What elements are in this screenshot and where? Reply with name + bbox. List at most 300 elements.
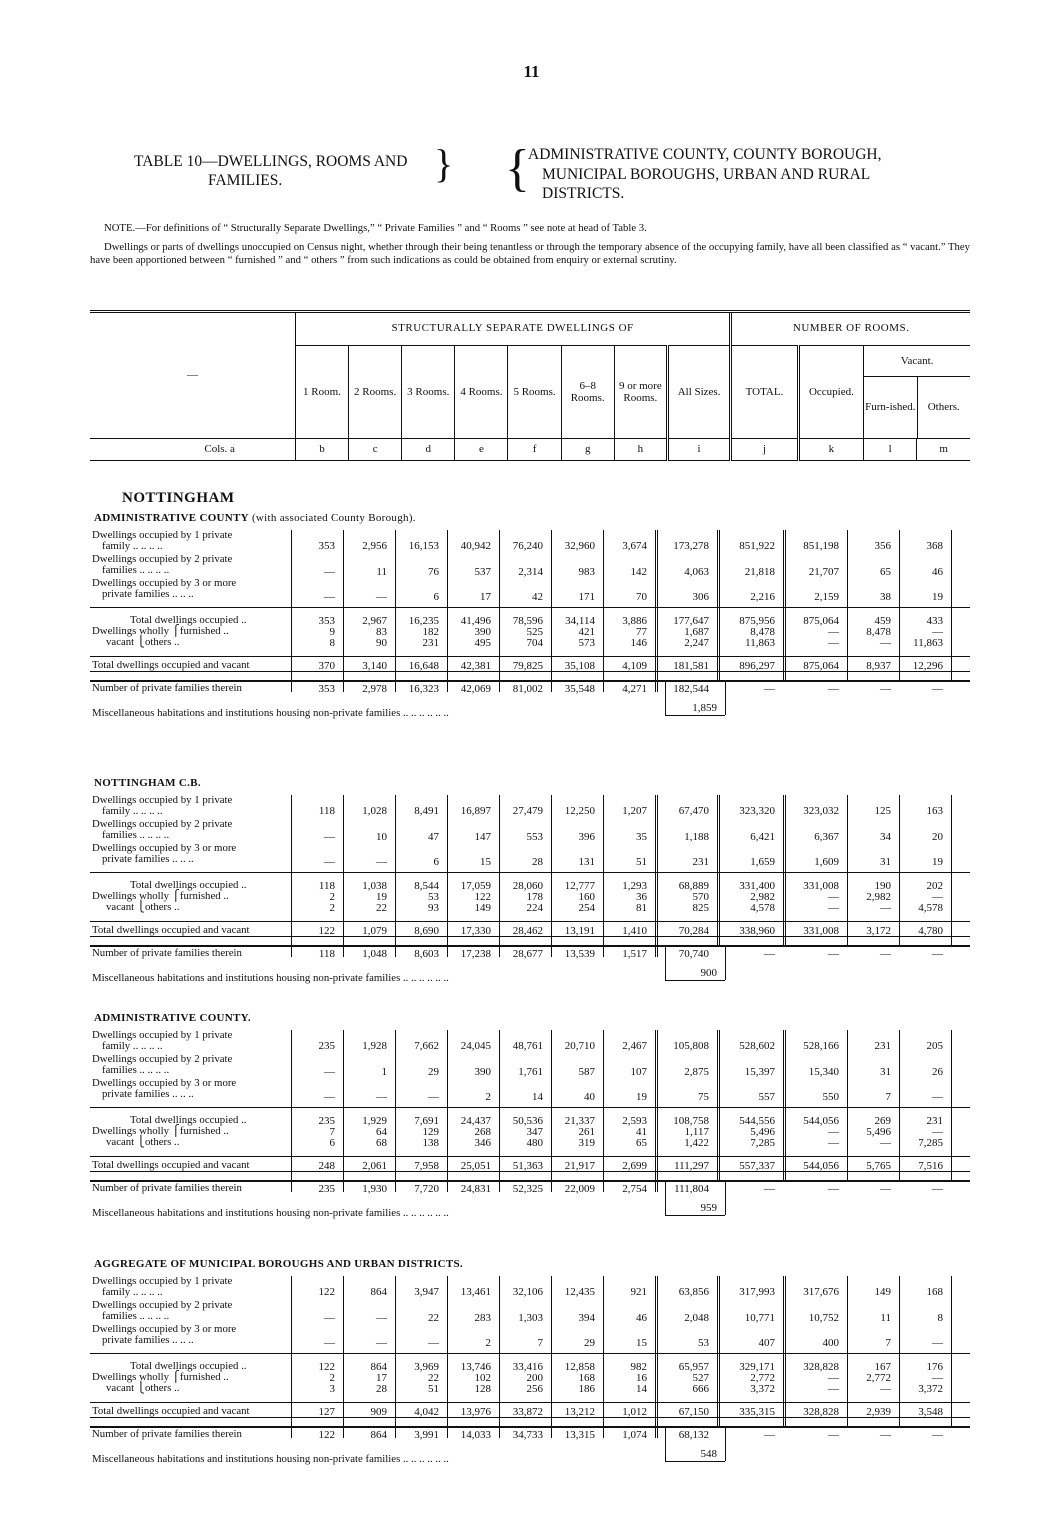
row-label-private-families-line: Number of private families therein <box>92 1182 242 1194</box>
row-total-occupied-vacant-cell: 3,140 <box>362 660 387 672</box>
row-vacant-others-cell: 6 <box>329 1137 335 1149</box>
misc-value: 1,859 <box>692 702 717 714</box>
row-three-families-cell: 2,159 <box>814 591 839 603</box>
row-one-family-cell: 32,106 <box>512 1286 543 1298</box>
row-private-families-cell: 14,033 <box>460 1429 491 1441</box>
row-two-families-cell: 65 <box>880 566 891 578</box>
row-total-occupied-vacant-cell: 875,064 <box>803 660 839 672</box>
stub-header: — <box>186 368 198 381</box>
row-label-private-families <box>92 1183 290 1194</box>
row-one-family-cell: 231 <box>874 1040 891 1052</box>
row-label-one-family-line: family .. .. .. .. <box>102 1286 163 1298</box>
row-vacant-furnished-cell: 41 <box>636 1126 647 1138</box>
row-one-family-cell: 3,674 <box>622 540 647 552</box>
row-two-families-cell: 537 <box>474 566 491 578</box>
note-vacant: Dwellings or parts of dwellings unoccupied on Census night, whether through their being tenantless or through the temporary absence of the occupying family, have all been classified as “ vacant.” They have been apportioned between “ furnished ” and “ others ” from such indications as could be obtained from enquiry or external scrutiny. <box>90 240 970 266</box>
row-vacant-others-cell: 128 <box>474 1383 491 1395</box>
row-rule <box>90 607 970 608</box>
row-total-occupied-cell: 12,858 <box>564 1361 595 1373</box>
row-private-families-cell: 24,831 <box>460 1183 491 1195</box>
col-header-9-more-rooms: 9 or more Rooms. <box>614 345 667 438</box>
row-vacant-furnished-cell: 19 <box>376 891 387 903</box>
row-label-totals <box>92 880 290 913</box>
row-two-families-cell: 26 <box>932 1066 943 1078</box>
row-three-families-cell: — <box>324 591 335 603</box>
row-two-families-cell: — <box>324 831 335 843</box>
row-vacant-others-cell: 825 <box>692 902 709 914</box>
row-private-families-cell: — <box>764 1183 775 1195</box>
row-label-totals-line: Total dwellings occupied .. <box>130 879 247 891</box>
row-vacant-furnished-cell: 64 <box>376 1126 387 1138</box>
row-vacant-furnished-cell: 2 <box>329 891 335 903</box>
row-two-families-cell: 11 <box>376 566 387 578</box>
row-vacant-others-cell: 3,372 <box>750 1383 775 1395</box>
row-vacant-others-cell: 1,422 <box>684 1137 709 1149</box>
row-one-family-cell: 205 <box>926 1040 943 1052</box>
section-block <box>90 512 970 726</box>
table-scope-line-2: MUNICIPAL BOROUGHS, URBAN AND RURAL <box>542 165 871 183</box>
row-three-families-cell: — <box>376 591 387 603</box>
row-one-family-cell: 528,166 <box>803 1040 839 1052</box>
row-vacant-furnished-cell: 83 <box>376 626 387 638</box>
row-vacant-others-cell: 666 <box>692 1383 709 1395</box>
row-vacant-others-cell: 68 <box>376 1137 387 1149</box>
row-vacant-furnished-cell: 2 <box>329 1372 335 1384</box>
row-total-occupied-cell: 875,956 <box>739 615 775 627</box>
misc-label: Miscellaneous habitations and institutions housing non-private families .. .. .. .. .. .. <box>92 707 449 719</box>
row-label-totals-line: Total dwellings occupied .. <box>130 614 247 626</box>
col-letter-l: l <box>864 438 917 460</box>
table-scope-line-3: DISTRICTS. <box>542 185 625 202</box>
table-title-line-1: TABLE 10—DWELLINGS, ROOMS AND <box>134 153 408 170</box>
row-total-occupied-cell: 24,437 <box>460 1115 491 1127</box>
row-two-families-cell: 2,875 <box>684 1066 709 1078</box>
row-private-families-cell: — <box>880 1429 891 1441</box>
row-total-occupied-cell: 41,496 <box>460 615 491 627</box>
note-definitions: NOTE.—For definitions of “ Structurally Separate Dwellings,” “ Private Families ” and “ Rooms ” see note at head of Table 3. <box>104 222 647 234</box>
row-total-occupied-cell: 433 <box>926 615 943 627</box>
row-two-families-cell: 283 <box>474 1312 491 1324</box>
row-vacant-furnished-cell: 390 <box>474 626 491 638</box>
group-header-rooms: NUMBER OF ROOMS. <box>731 312 970 345</box>
row-three-families-cell: 15 <box>480 856 491 868</box>
row-three-families-cell: — <box>324 1091 335 1103</box>
group-header-dwellings: STRUCTURALLY SEPARATE DWELLINGS OF <box>295 312 730 345</box>
row-label-two-families-line: families .. .. .. .. <box>102 564 170 576</box>
row-two-families-cell: 553 <box>526 831 543 843</box>
col-header-furnished: Furn-ished. <box>865 401 916 413</box>
row-vacant-furnished-cell: 8,478 <box>866 626 891 638</box>
row-total-occupied-cell: 167 <box>874 1361 891 1373</box>
row-private-families-cell: — <box>932 948 943 960</box>
row-vacant-furnished-cell: 5,496 <box>866 1126 891 1138</box>
col-letter-h: h <box>614 438 667 460</box>
row-total-occupied-cell: 202 <box>926 880 943 892</box>
row-total-occupied-vacant-cell: 13,976 <box>460 1406 491 1418</box>
row-label-three-families-line: Dwellings occupied by 3 or more <box>92 577 237 589</box>
row-three-families-cell: 1,659 <box>750 856 775 868</box>
row-total-occupied-cell: 3,969 <box>414 1361 439 1373</box>
column-rule <box>717 1276 720 1426</box>
row-one-family-cell: 851,922 <box>739 540 775 552</box>
row-total-occupied-cell: 982 <box>630 1361 647 1373</box>
row-total-occupied-cell: 328,828 <box>803 1361 839 1373</box>
row-total-occupied-vacant-cell: 7,516 <box>918 1160 943 1172</box>
row-vacant-furnished-cell: 525 <box>526 626 543 638</box>
row-total-occupied-vacant-cell: 4,109 <box>622 660 647 672</box>
row-one-family-cell: 24,045 <box>460 1040 491 1052</box>
row-vacant-furnished-cell: 261 <box>578 1126 595 1138</box>
row-label-two-families <box>92 1300 290 1322</box>
row-three-families-cell: 6 <box>433 591 439 603</box>
row-vacant-furnished-cell: 347 <box>526 1126 543 1138</box>
row-one-family-cell: 235 <box>318 1040 335 1052</box>
row-private-families-cell: — <box>932 1183 943 1195</box>
row-rule <box>90 1353 970 1354</box>
row-vacant-others-cell: 7,285 <box>918 1137 943 1149</box>
row-two-families-cell: 21,707 <box>808 566 839 578</box>
row-three-families-cell: 15 <box>636 1337 647 1349</box>
row-three-families-cell: 28 <box>532 856 543 868</box>
row-vacant-others-cell: — <box>880 1383 891 1395</box>
row-private-families-cell: — <box>828 1183 839 1195</box>
row-total-occupied-cell: 1,929 <box>362 1115 387 1127</box>
row-label-three-families-line: Dwellings occupied by 3 or more <box>92 842 237 854</box>
row-label-two-families-line: Dwellings occupied by 2 private <box>92 818 233 830</box>
row-one-family-cell: 353 <box>318 540 335 552</box>
row-private-families-cell: — <box>932 683 943 695</box>
row-one-family-cell: 40,942 <box>460 540 491 552</box>
row-label-three-families-line: private families .. .. .. <box>102 588 194 600</box>
row-label-one-family-line: Dwellings occupied by 1 private <box>92 1029 233 1041</box>
row-total-occupied-cell: 231 <box>926 1115 943 1127</box>
row-two-families-cell: 10,752 <box>808 1312 839 1324</box>
col-header-2-rooms: 2 Rooms. <box>349 345 402 438</box>
row-label-totals-line: vacant ⎩others .. <box>106 901 180 913</box>
row-total-occupied-vacant-cell: 5,765 <box>866 1160 891 1172</box>
row-vacant-furnished-cell: 9 <box>329 626 335 638</box>
row-total-occupied-vacant-cell: 3,548 <box>918 1406 943 1418</box>
row-label-private-families <box>92 683 290 694</box>
row-three-families-cell: 557 <box>758 1091 775 1103</box>
row-private-families-cell: — <box>764 683 775 695</box>
row-three-families-cell: 53 <box>698 1337 709 1349</box>
row-vacant-others-cell: 256 <box>526 1383 543 1395</box>
row-total-occupied-cell: 459 <box>874 615 891 627</box>
row-one-family-cell: 12,250 <box>564 805 595 817</box>
row-vacant-furnished-cell: — <box>932 891 943 903</box>
row-rule <box>90 656 970 657</box>
row-label-totals-line: vacant ⎩others .. <box>106 636 180 648</box>
table-scope <box>528 145 948 204</box>
row-label-two-families-line: Dwellings occupied by 2 private <box>92 553 233 565</box>
row-vacant-others-cell: 51 <box>428 1383 439 1395</box>
row-label-one-family-line: Dwellings occupied by 1 private <box>92 794 233 806</box>
column-rule <box>847 530 848 680</box>
row-private-families-cell: 122 <box>318 1429 335 1441</box>
row-three-families-cell: 2 <box>485 1337 491 1349</box>
row-label-three-families-line: private families .. .. .. <box>102 1088 194 1100</box>
row-three-families-cell: 40 <box>584 1091 595 1103</box>
row-vacant-furnished-cell: 8,478 <box>750 626 775 638</box>
row-one-family-cell: 63,856 <box>678 1286 709 1298</box>
row-vacant-others-cell: 22 <box>376 902 387 914</box>
row-vacant-others-cell: 4,578 <box>750 902 775 914</box>
row-vacant-furnished-cell: 182 <box>422 626 439 638</box>
row-two-families-cell: 46 <box>932 566 943 578</box>
row-total-occupied-vacant-cell: 896,297 <box>739 660 775 672</box>
row-two-families-cell: 587 <box>578 1066 595 1078</box>
row-total-occupied-cell: 864 <box>370 1361 387 1373</box>
row-label-three-families <box>92 578 290 600</box>
row-private-families-cell: — <box>932 1429 943 1441</box>
row-three-families-cell: — <box>932 1337 943 1349</box>
row-total-occupied-cell: 12,777 <box>564 880 595 892</box>
row-vacant-others-cell: 11,863 <box>745 637 775 649</box>
row-private-families-cell: 3,991 <box>414 1429 439 1441</box>
row-label-total-occupied-vacant-line: Total dwellings occupied and vacant <box>92 1159 250 1171</box>
row-total-occupied-vacant-cell: 544,056 <box>803 1160 839 1172</box>
row-three-families-cell: 42 <box>532 591 543 603</box>
row-two-families-cell: 15,340 <box>808 1066 839 1078</box>
row-two-families-cell: 6,367 <box>814 831 839 843</box>
row-three-families-cell: 70 <box>636 591 647 603</box>
col-letter-k: k <box>798 438 863 460</box>
row-label-private-families <box>92 948 290 959</box>
row-total-occupied-cell: 544,556 <box>739 1115 775 1127</box>
row-total-occupied-cell: 331,400 <box>739 880 775 892</box>
row-label-total-occupied-vacant-line: Total dwellings occupied and vacant <box>92 1405 250 1417</box>
row-three-families-cell: 31 <box>880 856 891 868</box>
col-header-5-rooms: 5 Rooms. <box>508 345 561 438</box>
row-one-family-cell: 105,808 <box>673 1040 709 1052</box>
row-private-families-cell: — <box>764 1429 775 1441</box>
row-vacant-others-cell: 2 <box>329 902 335 914</box>
row-vacant-furnished-cell: 421 <box>578 626 595 638</box>
row-three-families-cell: — <box>324 1337 335 1349</box>
row-private-families-cell: 1,048 <box>362 948 387 960</box>
row-vacant-others-cell: 138 <box>422 1137 439 1149</box>
row-vacant-furnished-cell: 2,982 <box>750 891 775 903</box>
row-vacant-furnished-cell: 527 <box>692 1372 709 1384</box>
row-label-three-families <box>92 1324 290 1346</box>
row-total-occupied-cell: 190 <box>874 880 891 892</box>
row-label-one-family-line: Dwellings occupied by 1 private <box>92 1275 233 1287</box>
row-two-families-cell: 20 <box>932 831 943 843</box>
col-letter-e: e <box>455 438 508 460</box>
row-two-families-cell: 76 <box>428 566 439 578</box>
misc-box-bottom <box>665 1215 725 1216</box>
row-vacant-furnished-cell: 122 <box>474 891 491 903</box>
row-two-families-cell: — <box>324 566 335 578</box>
row-total-occupied-vacant-cell: 181,581 <box>673 660 709 672</box>
row-private-families-cell: 81,002 <box>512 683 543 695</box>
row-vacant-furnished-cell: 36 <box>636 891 647 903</box>
column-rule <box>847 1276 848 1426</box>
row-one-family-cell: 317,676 <box>803 1286 839 1298</box>
row-one-family-cell: 149 <box>874 1286 891 1298</box>
row-two-families-cell: — <box>376 1312 387 1324</box>
row-vacant-furnished-cell: 570 <box>692 891 709 903</box>
column-header <box>90 312 970 461</box>
column-rule <box>717 530 720 680</box>
row-vacant-others-cell: 495 <box>474 637 491 649</box>
row-vacant-others-cell: 93 <box>428 902 439 914</box>
row-label-totals-line: Total dwellings occupied .. <box>130 1114 247 1126</box>
row-three-families-cell: 38 <box>880 591 891 603</box>
table-top-rule <box>90 310 970 311</box>
row-label-one-family <box>92 1276 290 1298</box>
row-one-family-cell: 1,207 <box>622 805 647 817</box>
row-three-families-cell: 19 <box>932 591 943 603</box>
row-label-total-occupied-vacant-line: Total dwellings occupied and vacant <box>92 659 250 671</box>
col-letter-a: Cols. a <box>204 443 235 455</box>
row-total-occupied-cell: 331,008 <box>803 880 839 892</box>
row-private-families-cell: 4,271 <box>622 683 647 695</box>
row-total-occupied-cell: 17,059 <box>460 880 491 892</box>
row-one-family-cell: 16,153 <box>408 540 439 552</box>
row-two-families-cell: 31 <box>880 1066 891 1078</box>
row-two-families-cell: 1 <box>381 1066 387 1078</box>
row-vacant-others-cell: 90 <box>376 637 387 649</box>
col-letter-g: g <box>561 438 614 460</box>
row-vacant-furnished-cell: — <box>828 1372 839 1384</box>
row-private-families-cell: 22,009 <box>564 1183 595 1195</box>
row-one-family-cell: 163 <box>926 805 943 817</box>
row-total-occupied-vacant-cell: 13,191 <box>564 925 595 937</box>
section-subtitle: (with associated County Borough). <box>248 512 416 524</box>
row-vacant-others-cell: 8 <box>329 637 335 649</box>
row-label-one-family-line: family .. .. .. .. <box>102 540 163 552</box>
row-one-family-cell: 12,435 <box>564 1286 595 1298</box>
row-three-families-cell: 19 <box>932 856 943 868</box>
section-title: NOTTINGHAM C.B. <box>94 777 201 789</box>
row-two-families-cell: 21,818 <box>744 566 775 578</box>
row-two-families-cell: 29 <box>428 1066 439 1078</box>
row-vacant-others-cell: 573 <box>578 637 595 649</box>
row-vacant-others-cell: 231 <box>422 637 439 649</box>
row-vacant-furnished-cell: 17 <box>376 1372 387 1384</box>
row-vacant-furnished-cell: 200 <box>526 1372 543 1384</box>
column-rule <box>951 1276 952 1426</box>
row-one-family-cell: 16,897 <box>460 805 491 817</box>
row-rule <box>90 1107 970 1108</box>
row-one-family-cell: 368 <box>926 540 943 552</box>
row-private-families-cell: 864 <box>370 1429 387 1441</box>
row-two-families-cell: 107 <box>630 1066 647 1078</box>
row-private-families-cell: 182,544 <box>673 683 709 695</box>
row-label-two-families-line: Dwellings occupied by 2 private <box>92 1299 233 1311</box>
row-total-occupied-vacant-cell: 21,917 <box>564 1160 595 1172</box>
row-two-families-cell: — <box>324 1066 335 1078</box>
row-three-families-cell: 7 <box>885 1337 891 1349</box>
row-private-families-cell: 353 <box>318 683 335 695</box>
row-label-totals-line: Dwellings wholly ⎧furnished .. <box>92 890 229 902</box>
row-total-occupied-vacant-cell: 4,780 <box>918 925 943 937</box>
row-total-occupied-cell: 235 <box>318 1115 335 1127</box>
row-vacant-others-cell: — <box>828 902 839 914</box>
row-private-families-cell: 1,930 <box>362 1183 387 1195</box>
row-label-totals-line: Dwellings wholly ⎧furnished .. <box>92 625 229 637</box>
row-three-families-cell: 231 <box>692 856 709 868</box>
row-label-two-families <box>92 819 290 841</box>
misc-label: Miscellaneous habitations and institutions housing non-private families .. .. .. .. .. .. <box>92 1207 449 1219</box>
row-total-occupied-cell: 108,758 <box>673 1115 709 1127</box>
row-vacant-others-cell: 65 <box>636 1137 647 1149</box>
row-label-two-families-line: families .. .. .. .. <box>102 1310 170 1322</box>
row-three-families-cell: 75 <box>698 1091 709 1103</box>
row-total-occupied-vacant-cell: 79,825 <box>512 660 543 672</box>
row-vacant-others-cell: 3,372 <box>918 1383 943 1395</box>
row-one-family-cell: 317,993 <box>739 1286 775 1298</box>
row-three-families-cell: — <box>376 856 387 868</box>
col-header-all-sizes: All Sizes. <box>667 345 730 438</box>
row-three-families-cell: 131 <box>578 856 595 868</box>
column-rule <box>783 530 786 680</box>
row-total-occupied-vacant-cell: 8,937 <box>866 660 891 672</box>
column-rule <box>783 1030 786 1180</box>
row-one-family-cell: 122 <box>318 1286 335 1298</box>
row-vacant-others-cell: 704 <box>526 637 543 649</box>
row-three-families-cell: — <box>428 1337 439 1349</box>
row-total-occupied-cell: 353 <box>318 615 335 627</box>
row-two-families-cell: 22 <box>428 1312 439 1324</box>
row-total-occupied-vacant-cell: 557,337 <box>739 1160 775 1172</box>
row-label-one-family <box>92 530 290 552</box>
row-vacant-others-cell: 319 <box>578 1137 595 1149</box>
row-private-families-cell: — <box>880 948 891 960</box>
row-vacant-furnished-cell: 77 <box>636 626 647 638</box>
row-one-family-cell: 323,032 <box>803 805 839 817</box>
row-total-occupied-vacant-cell: 328,828 <box>803 1406 839 1418</box>
column-rule <box>783 1276 786 1426</box>
row-total-occupied-vacant-cell: 4,042 <box>414 1406 439 1418</box>
row-one-family-cell: 173,278 <box>673 540 709 552</box>
main-heading: NOTTINGHAM <box>122 490 235 506</box>
column-rule <box>951 1030 952 1180</box>
row-one-family-cell: 13,461 <box>460 1286 491 1298</box>
row-vacant-others-cell: 149 <box>474 902 491 914</box>
row-label-total-occupied-vacant <box>92 925 290 936</box>
row-two-families-cell: 394 <box>578 1312 595 1324</box>
col-letter-d: d <box>402 438 455 460</box>
row-total-occupied-vacant-cell: 25,051 <box>460 1160 491 1172</box>
misc-label: Miscellaneous habitations and institutions housing non-private families .. .. .. .. .. .. <box>92 972 449 984</box>
row-three-families-cell: 2,216 <box>750 591 775 603</box>
row-private-families-cell: 13,315 <box>564 1429 595 1441</box>
row-total-occupied-cell: 269 <box>874 1115 891 1127</box>
row-private-families-cell: 68,132 <box>678 1429 709 1441</box>
row-private-families-cell: — <box>880 1183 891 1195</box>
row-label-two-families <box>92 1054 290 1076</box>
row-two-families-cell: 390 <box>474 1066 491 1078</box>
row-vacant-others-cell: 14 <box>636 1383 647 1395</box>
row-total-occupied-cell: 16,235 <box>408 615 439 627</box>
row-label-three-families-line: Dwellings occupied by 3 or more <box>92 1077 237 1089</box>
row-total-occupied-vacant-cell: 2,699 <box>622 1160 647 1172</box>
row-private-families-cell: 7,720 <box>414 1183 439 1195</box>
misc-value: 959 <box>700 1202 717 1214</box>
row-two-families-cell: 15,397 <box>744 1066 775 1078</box>
row-total-occupied-cell: 118 <box>318 880 335 892</box>
row-three-families-cell: 19 <box>636 1091 647 1103</box>
row-three-families-cell: 14 <box>532 1091 543 1103</box>
row-two-families-cell: 8 <box>937 1312 943 1324</box>
row-vacant-others-cell: — <box>880 637 891 649</box>
row-one-family-cell: 851,198 <box>803 540 839 552</box>
row-total-occupied-cell: 50,536 <box>512 1115 543 1127</box>
row-total-occupied-vacant-cell: 28,462 <box>512 925 543 937</box>
